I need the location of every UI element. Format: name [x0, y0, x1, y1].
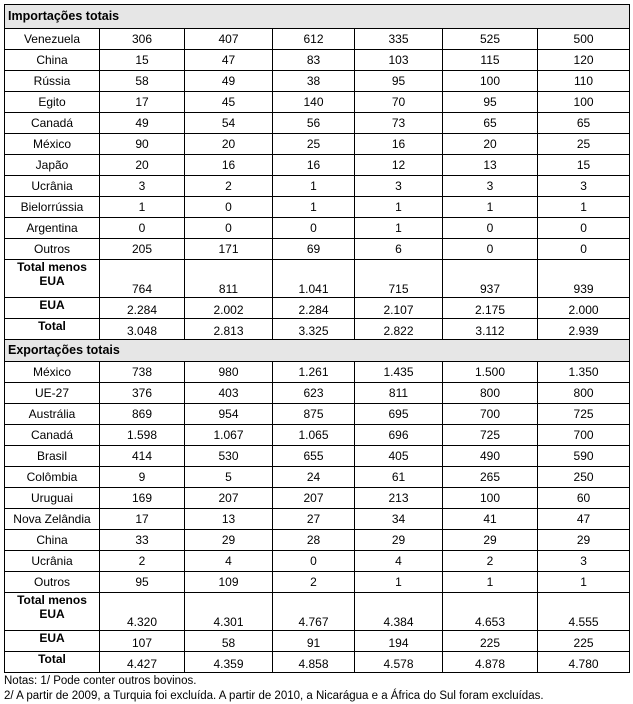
- table-cell: 20: [100, 155, 185, 176]
- table-cell: 110: [538, 71, 630, 92]
- table-cell: 4: [355, 551, 443, 572]
- table-cell: 3: [443, 176, 538, 197]
- table-cell: 875: [273, 404, 355, 425]
- table-row: [5, 50, 630, 71]
- table-row: [5, 362, 630, 383]
- table-cell: 1.067: [185, 425, 273, 446]
- table-cell: 171: [185, 239, 273, 260]
- country-name: Egito: [5, 92, 100, 113]
- table-cell: 58: [100, 71, 185, 92]
- table-cell: 4: [185, 551, 273, 572]
- total-minus-usa-value: 939: [538, 260, 630, 298]
- table-cell: 12: [355, 155, 443, 176]
- table-cell: 120: [538, 50, 630, 71]
- table-cell: 69: [273, 239, 355, 260]
- country-name: Canadá: [5, 425, 100, 446]
- usa-row: [5, 298, 630, 319]
- table-cell: 403: [185, 383, 273, 404]
- table-cell: 725: [443, 425, 538, 446]
- table-cell: 65: [538, 113, 630, 134]
- table-cell: 738: [100, 362, 185, 383]
- total-value: 2.813: [185, 319, 273, 340]
- total-minus-usa-value: 937: [443, 260, 538, 298]
- total-label: Total: [5, 319, 100, 340]
- table-cell: 1.435: [355, 362, 443, 383]
- usa-value: 2.002: [185, 298, 273, 319]
- country-name: Canadá: [5, 113, 100, 134]
- table-cell: 525: [443, 29, 538, 50]
- table-cell: 980: [185, 362, 273, 383]
- country-name: Ucrânia: [5, 551, 100, 572]
- table-cell: 0: [273, 218, 355, 239]
- total-minus-usa-value: 1.041: [273, 260, 355, 298]
- usa-value: 107: [100, 631, 185, 652]
- table-cell: 73: [355, 113, 443, 134]
- imports-section-header: [5, 5, 630, 29]
- table-cell: 38: [273, 71, 355, 92]
- note-line-1: Notas: 1/ Pode conter outros bovinos.: [4, 675, 197, 687]
- table-cell: 54: [185, 113, 273, 134]
- table-cell: 700: [538, 425, 630, 446]
- total-value: 3.112: [443, 319, 538, 340]
- table-cell: 47: [185, 50, 273, 71]
- country-name: Venezuela: [5, 29, 100, 50]
- table-cell: 811: [355, 383, 443, 404]
- total-minus-usa-value: 4.320: [100, 593, 185, 631]
- table-cell: 49: [100, 113, 185, 134]
- table-cell: 1: [538, 197, 630, 218]
- trade-table-body: [5, 5, 630, 673]
- table-cell: 49: [185, 71, 273, 92]
- table-cell: 500: [538, 29, 630, 50]
- table-cell: 29: [538, 530, 630, 551]
- table-cell: 29: [355, 530, 443, 551]
- total-minus-usa-label: [5, 260, 100, 298]
- table-cell: 61: [355, 467, 443, 488]
- total-value: 4.780: [538, 652, 630, 673]
- table-cell: 29: [185, 530, 273, 551]
- table-cell: 45: [185, 92, 273, 113]
- table-cell: 28: [273, 530, 355, 551]
- total-value: 3.325: [273, 319, 355, 340]
- table-row: [5, 467, 630, 488]
- usa-value: 2.000: [538, 298, 630, 319]
- country-name: Colômbia: [5, 467, 100, 488]
- table-cell: 213: [355, 488, 443, 509]
- total-value: 4.578: [355, 652, 443, 673]
- usa-value: 2.284: [100, 298, 185, 319]
- exports-section-title: Exportações totais: [5, 340, 630, 362]
- table-cell: 140: [273, 92, 355, 113]
- table-cell: 3: [538, 176, 630, 197]
- total-value: 4.427: [100, 652, 185, 673]
- usa-value: 2.107: [355, 298, 443, 319]
- notes: [4, 674, 629, 704]
- table-cell: 306: [100, 29, 185, 50]
- country-name: Rússia: [5, 71, 100, 92]
- table-cell: 3: [100, 176, 185, 197]
- total-row: [5, 652, 630, 673]
- table-cell: 65: [443, 113, 538, 134]
- table-cell: 250: [538, 467, 630, 488]
- table-cell: 20: [443, 134, 538, 155]
- table-cell: 0: [538, 218, 630, 239]
- table-cell: 17: [100, 92, 185, 113]
- country-name: Brasil: [5, 446, 100, 467]
- table-cell: 405: [355, 446, 443, 467]
- table-cell: 700: [443, 404, 538, 425]
- table-cell: 0: [185, 197, 273, 218]
- table-cell: 169: [100, 488, 185, 509]
- table-cell: 407: [185, 29, 273, 50]
- country-name: Argentina: [5, 218, 100, 239]
- country-name: Ucrânia: [5, 176, 100, 197]
- table-cell: 56: [273, 113, 355, 134]
- country-name: Uruguai: [5, 488, 100, 509]
- total-minus-label-line1: Total menos: [17, 593, 87, 607]
- table-cell: 29: [443, 530, 538, 551]
- total-minus-usa-value: 4.653: [443, 593, 538, 631]
- total-value: 2.822: [355, 319, 443, 340]
- table-cell: 16: [185, 155, 273, 176]
- table-cell: 1: [355, 572, 443, 593]
- table-cell: 3: [355, 176, 443, 197]
- total-value: 4.878: [443, 652, 538, 673]
- total-row: [5, 319, 630, 340]
- table-cell: 2: [273, 572, 355, 593]
- country-name: China: [5, 50, 100, 71]
- table-cell: 90: [100, 134, 185, 155]
- total-label: Total: [5, 652, 100, 673]
- usa-row: [5, 631, 630, 652]
- usa-value: 225: [538, 631, 630, 652]
- total-minus-usa-value: 4.384: [355, 593, 443, 631]
- table-cell: 47: [538, 509, 630, 530]
- table-cell: 0: [185, 218, 273, 239]
- usa-value: 91: [273, 631, 355, 652]
- country-name: Nova Zelândia: [5, 509, 100, 530]
- table-row: [5, 218, 630, 239]
- table-row: [5, 113, 630, 134]
- total-minus-usa-value: 4.767: [273, 593, 355, 631]
- table-row: [5, 92, 630, 113]
- trade-table: [4, 4, 630, 673]
- total-minus-label-line1: Total menos: [17, 260, 87, 274]
- table-cell: 207: [273, 488, 355, 509]
- total-minus-usa-value: 4.301: [185, 593, 273, 631]
- usa-value: 58: [185, 631, 273, 652]
- table-cell: 265: [443, 467, 538, 488]
- usa-value: 225: [443, 631, 538, 652]
- table-cell: 1.598: [100, 425, 185, 446]
- table-row: [5, 155, 630, 176]
- table-row: [5, 572, 630, 593]
- table-row: [5, 176, 630, 197]
- table-cell: 725: [538, 404, 630, 425]
- total-minus-label-line2: EUA: [39, 607, 65, 621]
- country-name: México: [5, 362, 100, 383]
- table-row: [5, 446, 630, 467]
- table-cell: 0: [538, 239, 630, 260]
- table-row: [5, 71, 630, 92]
- usa-value: 2.284: [273, 298, 355, 319]
- country-name: Austrália: [5, 404, 100, 425]
- total-minus-usa-value: 715: [355, 260, 443, 298]
- country-name: México: [5, 134, 100, 155]
- total-value: 2.939: [538, 319, 630, 340]
- total-minus-usa-value: 4.555: [538, 593, 630, 631]
- table-cell: 335: [355, 29, 443, 50]
- table-cell: 1: [355, 218, 443, 239]
- trade-table-container: [4, 4, 629, 704]
- table-cell: 376: [100, 383, 185, 404]
- table-cell: 623: [273, 383, 355, 404]
- table-cell: 1.500: [443, 362, 538, 383]
- table-cell: 95: [355, 71, 443, 92]
- table-cell: 13: [443, 155, 538, 176]
- table-cell: 17: [100, 509, 185, 530]
- table-cell: 33: [100, 530, 185, 551]
- table-cell: 1.261: [273, 362, 355, 383]
- table-cell: 1.350: [538, 362, 630, 383]
- table-row: [5, 383, 630, 404]
- table-cell: 83: [273, 50, 355, 71]
- table-cell: 5: [185, 467, 273, 488]
- total-minus-label-line2: EUA: [39, 274, 65, 288]
- country-name: Outros: [5, 239, 100, 260]
- table-cell: 1: [273, 176, 355, 197]
- table-cell: 0: [443, 239, 538, 260]
- table-cell: 15: [100, 50, 185, 71]
- table-cell: 25: [538, 134, 630, 155]
- table-cell: 16: [273, 155, 355, 176]
- table-cell: 95: [100, 572, 185, 593]
- total-value: 4.858: [273, 652, 355, 673]
- country-name: China: [5, 530, 100, 551]
- country-name: UE-27: [5, 383, 100, 404]
- usa-label: EUA: [5, 631, 100, 652]
- table-cell: 25: [273, 134, 355, 155]
- table-cell: 1: [443, 197, 538, 218]
- table-row: [5, 29, 630, 50]
- table-row: [5, 488, 630, 509]
- table-cell: 1: [355, 197, 443, 218]
- table-cell: 109: [185, 572, 273, 593]
- table-cell: 16: [355, 134, 443, 155]
- table-cell: 1.065: [273, 425, 355, 446]
- table-row: [5, 551, 630, 572]
- table-cell: 869: [100, 404, 185, 425]
- table-cell: 590: [538, 446, 630, 467]
- table-cell: 9: [100, 467, 185, 488]
- total-minus-usa-row: [5, 593, 630, 631]
- table-cell: 800: [538, 383, 630, 404]
- table-cell: 24: [273, 467, 355, 488]
- table-cell: 95: [443, 92, 538, 113]
- total-minus-usa-row: [5, 260, 630, 298]
- table-row: [5, 239, 630, 260]
- total-minus-usa-label: [5, 593, 100, 631]
- country-name: Outros: [5, 572, 100, 593]
- table-cell: 207: [185, 488, 273, 509]
- usa-value: 194: [355, 631, 443, 652]
- table-cell: 100: [538, 92, 630, 113]
- total-value: 3.048: [100, 319, 185, 340]
- table-cell: 100: [443, 71, 538, 92]
- table-row: [5, 134, 630, 155]
- table-cell: 41: [443, 509, 538, 530]
- table-cell: 6: [355, 239, 443, 260]
- table-cell: 2: [443, 551, 538, 572]
- table-cell: 2: [100, 551, 185, 572]
- table-cell: 27: [273, 509, 355, 530]
- imports-section-title: Importações totais: [5, 5, 630, 29]
- table-cell: 20: [185, 134, 273, 155]
- table-row: [5, 530, 630, 551]
- table-cell: 15: [538, 155, 630, 176]
- table-cell: 0: [273, 551, 355, 572]
- country-name: Japão: [5, 155, 100, 176]
- table-cell: 954: [185, 404, 273, 425]
- table-cell: 34: [355, 509, 443, 530]
- table-cell: 696: [355, 425, 443, 446]
- table-row: [5, 404, 630, 425]
- table-cell: 205: [100, 239, 185, 260]
- table-cell: 13: [185, 509, 273, 530]
- table-cell: 103: [355, 50, 443, 71]
- table-cell: 612: [273, 29, 355, 50]
- table-cell: 60: [538, 488, 630, 509]
- table-row: [5, 509, 630, 530]
- note-line-2: 2/ A partir de 2009, a Turquia foi excluída. A partir de 2010, a Nicarágua e a África do Sul foram excluídas.: [4, 690, 544, 702]
- table-row: [5, 197, 630, 218]
- table-cell: 70: [355, 92, 443, 113]
- table-cell: 1: [538, 572, 630, 593]
- table-cell: 0: [100, 218, 185, 239]
- table-cell: 115: [443, 50, 538, 71]
- table-cell: 100: [443, 488, 538, 509]
- table-cell: 414: [100, 446, 185, 467]
- usa-label: EUA: [5, 298, 100, 319]
- total-value: 4.359: [185, 652, 273, 673]
- table-cell: 0: [443, 218, 538, 239]
- exports-section-header: [5, 340, 630, 362]
- table-row: [5, 425, 630, 446]
- table-cell: 1: [443, 572, 538, 593]
- total-minus-usa-value: 764: [100, 260, 185, 298]
- country-name: Bielorrússia: [5, 197, 100, 218]
- table-cell: 655: [273, 446, 355, 467]
- table-cell: 1: [100, 197, 185, 218]
- table-cell: 800: [443, 383, 538, 404]
- table-cell: 3: [538, 551, 630, 572]
- table-cell: 530: [185, 446, 273, 467]
- table-cell: 2: [185, 176, 273, 197]
- usa-value: 2.175: [443, 298, 538, 319]
- total-minus-usa-value: 811: [185, 260, 273, 298]
- table-cell: 695: [355, 404, 443, 425]
- table-cell: 490: [443, 446, 538, 467]
- table-cell: 1: [273, 197, 355, 218]
